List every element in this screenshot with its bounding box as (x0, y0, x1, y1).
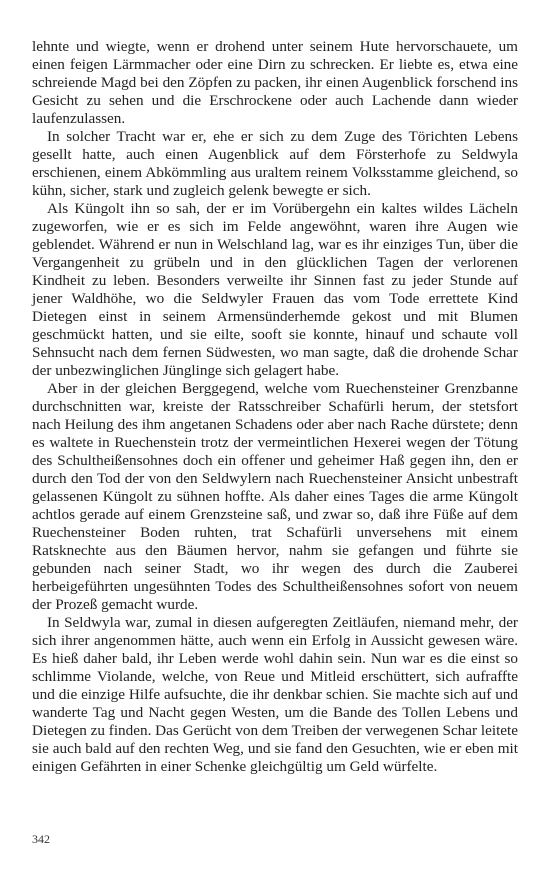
paragraph-5: In Seldwyla war, zumal in diesen aufgeregten Zeitläufen, niemand mehr, der sich ihrer angenommen hätte, auch wenn ein Erfolg in Aussicht gewesen wäre. Es hieß daher bald, ihr Leben werde wohl dahin sein. Nun war es die einst so schlimme Violande, welche, von Reue und Mitleid erschüttert, sich aufraffte und die einzige Hilfe aufsuchte, die ihr denkbar schien. Sie machte sich auf und wanderte Tag und Nacht gegen Westen, um die Bande des Tollen Lebens und Dietegen zu finden. Das Gerücht von dem Treiben der verwegenen Schar leitete sie auch bald auf den rechten Weg, und sie fand den Gesuchten, wie er eben mit einigen Gefährten in einer Schenke gleichgültig um Geld würfelte. (32, 614, 518, 775)
page-number: 342 (32, 832, 50, 846)
paragraph-4: Aber in der gleichen Berggegend, welche vom Ruechensteiner Grenzbanne durchschnitten war, kreiste der Ratsschreiber Schafürli herum, der stetsfort nach Heilung des ihm angetanen Schadens oder aber nach Rache dürstete; denn es waltete in Ruechenstein trotz der vermeintlichen Hexerei wegen der Tötung des Schultheißensohnes doch ein offener und geheimer Haß gegen ihn, den er durch den Tod der von den Seldwylern nach Ruechensteiner Ansicht unbestraft gelassenen Küngolt zu sühnen hoffte. Als daher eines Tages die arme Küngolt achtlos gerade auf einem Grenzsteine saß, und zwar so, daß ihre Füße auf dem Ruechensteiner Boden ruhten, trat Schafürli unversehens mit einem Ratsknechte aus den Bäumen hervor, nahm sie gefangen und führte sie gebunden nach seiner Stadt, wo ihr wegen des durch die Zauberei herbeigeführten ungesühnten Todes des Schultheißensohnes sofort von neuem der Prozeß gemacht wurde. (32, 380, 518, 613)
paragraph-3: Als Küngolt ihn so sah, der er im Vorübergehn ein kaltes wildes Lächeln zugeworfen, wie er es sich im Felde angewöhnt, waren ihre Augen wie geblendet. Während er nun in Welschland lag, war es ihr einziges Tun, über die Vergangenheit zu grübeln und in den glücklichen Tagen der verlorenen Kindheit zu leben. Besonders verweilte ihr Sinnen fast zu jeder Stunde auf jener Waldhöhe, wo die Seldwyler Frauen das vom Tode errettete Kind Dietegen einst in seinem Armensünderhemde gekost und mit Blumen geschmückt hatten, und sie eilte, sooft sie konnte, hinauf und schaute voll Sehnsucht nach dem fernen Südwesten, wo man sagte, daß die drohende Schar der unbezwinglichen Jünglinge sich gelagert habe. (32, 200, 518, 379)
page-body (32, 38, 518, 776)
paragraph-2: In solcher Tracht war er, ehe er sich zu dem Zuge des Törichten Lebens gesellt hatte, auch einen Augenblick auf dem Försterhofe zu Seldwyla erschienen, einem Abkömmling aus uraltem reinem Volksstamme gleichend, so kühn, sicher, stark und zugleich gelenk bewegte er sich. (32, 128, 518, 199)
paragraph-1: lehnte und wiegte, wenn er drohend unter seinem Hute hervorschauete, um einen feigen Lärmmacher oder eine Dirn zu schrecken. Er liebte es, etwa eine schreiende Magd bei den Zöpfen zu packen, ihr einen Augenblick forschend ins Gesicht zu sehen und die Erschrockene oder auch Lachende dann wieder laufenzulassen. (32, 38, 518, 127)
